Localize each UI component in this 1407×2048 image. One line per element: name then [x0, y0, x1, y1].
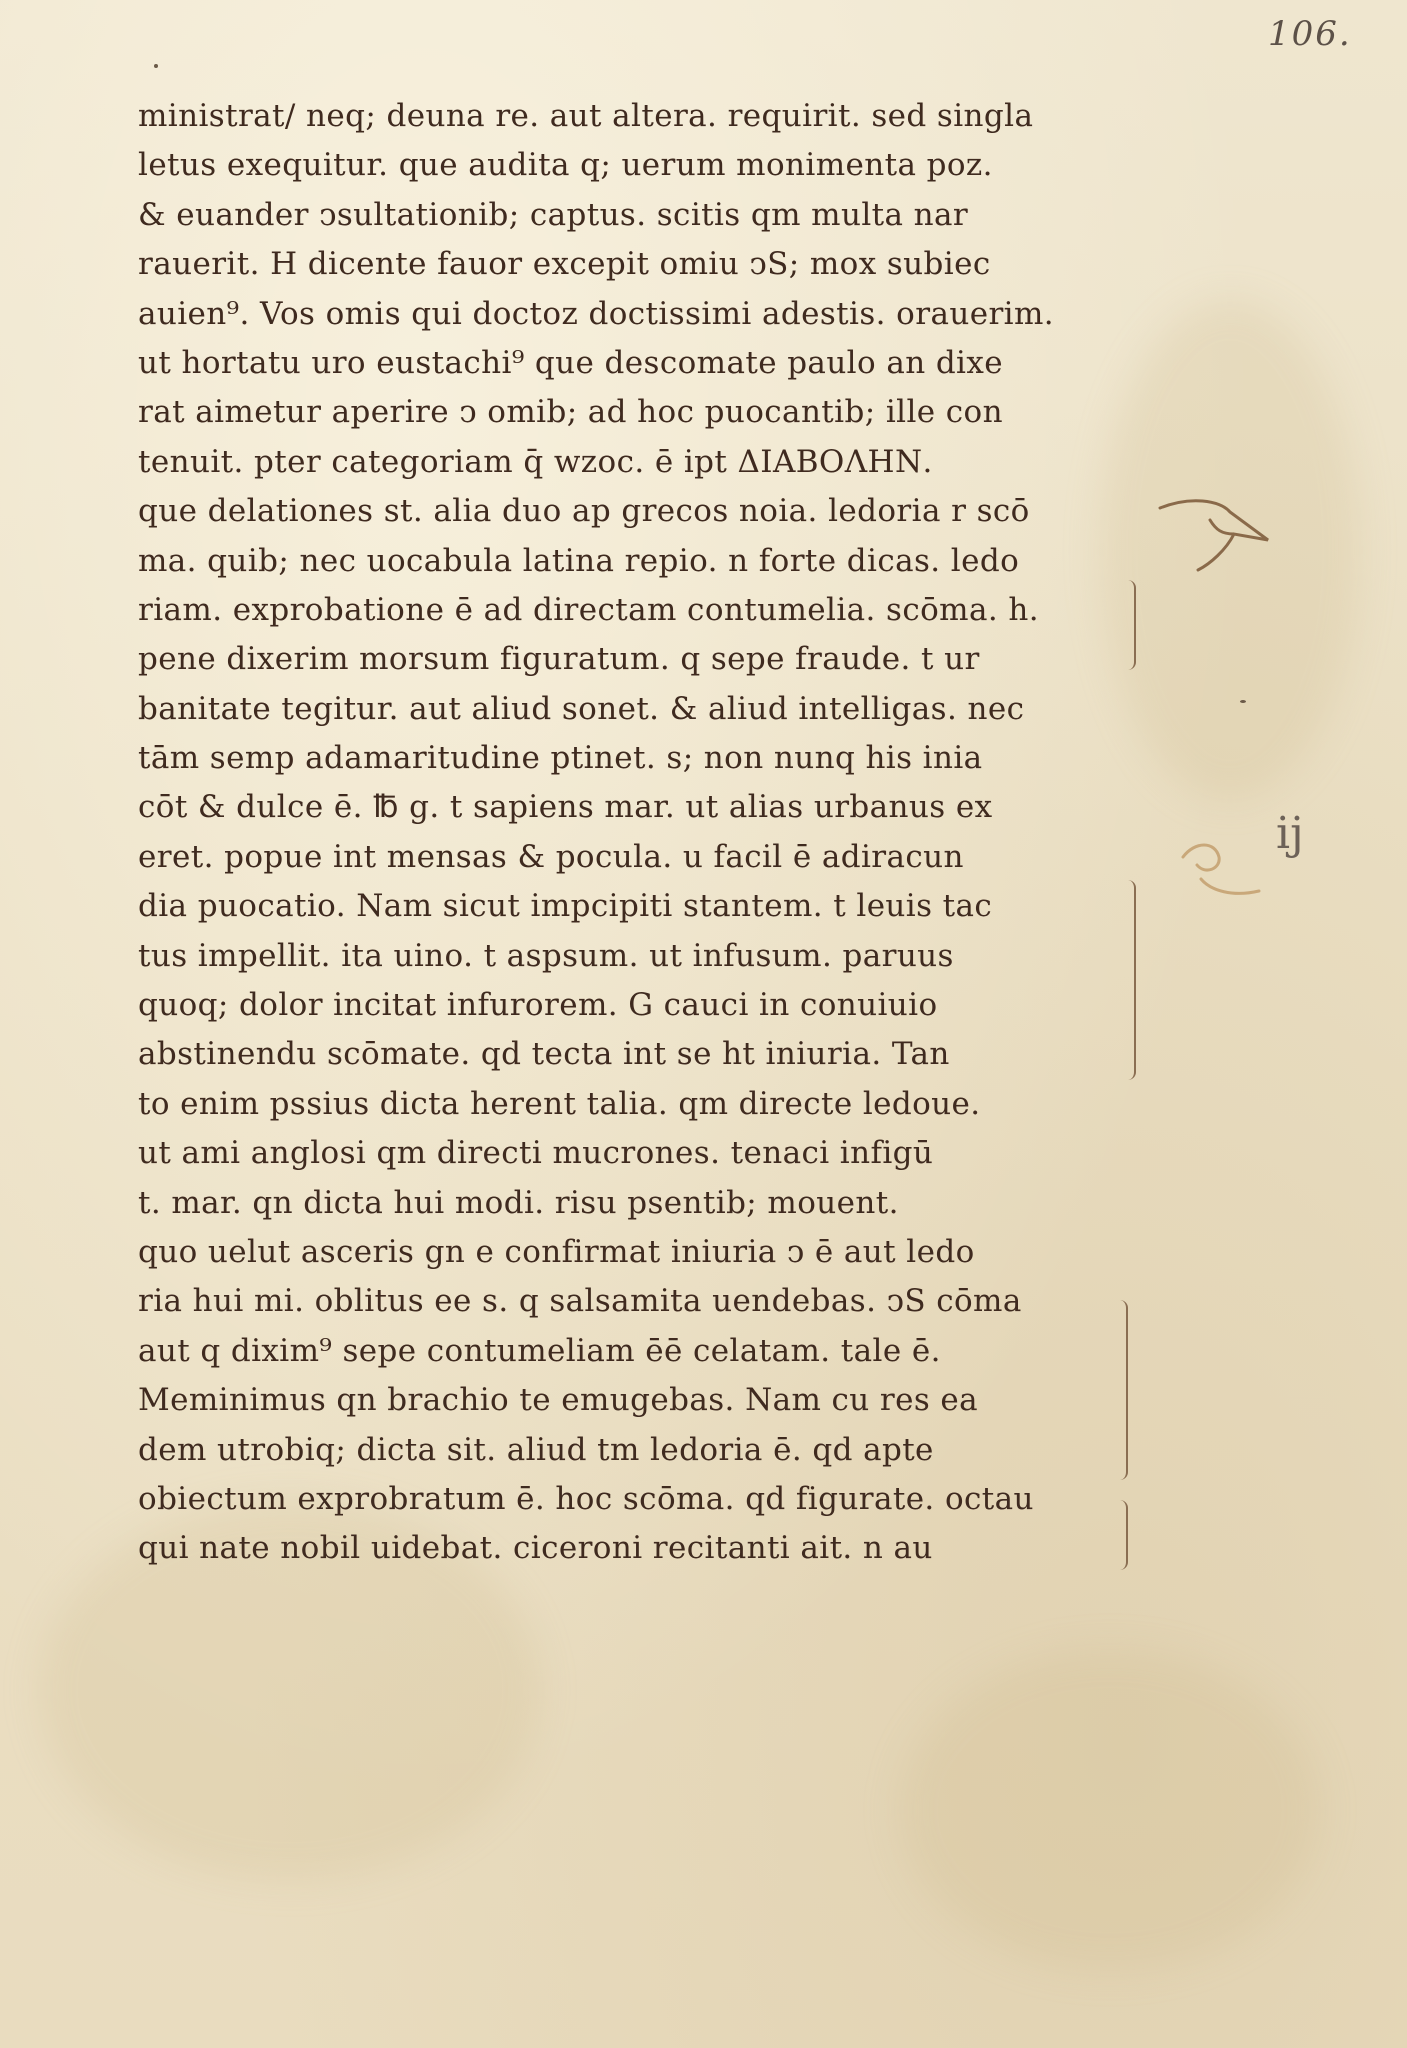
margin-bracket — [1124, 880, 1136, 1080]
text-line: qui nate nobil uidebat. ciceroni recitanti ait. n au — [138, 1530, 933, 1567]
text-line: tenuit. pter categoriam q̄ wzoc. ē ipt ΔΙΑΒΟΛΗΝ. — [138, 443, 933, 480]
text-line: ut hortatu uro eustachi⁹ que descomate paulo an dixe — [138, 344, 1004, 381]
pricking-mark — [1240, 700, 1246, 703]
manuscript-text — [138, 92, 1158, 1574]
text-line: letus exequitur. que audita q; uerum monimenta poz. — [138, 147, 993, 184]
text-line: ministrat/ neq; deuna re. aut altera. requirit. sed singla — [138, 98, 1034, 134]
margin-bracket — [1116, 1300, 1128, 1480]
text-line: tām semp adamaritudine ptinet. s; non nunq his inia — [138, 740, 983, 777]
text-line: t. mar. qn dicta hui modi. risu psentib; mouent. — [138, 1184, 899, 1221]
text-line: tus impellit. ita uino. t aspsum. ut infusum. paruus — [138, 937, 954, 974]
text-line: ma. quib; nec uocabula latina repio. n forte dicas. ledo — [138, 542, 1020, 579]
text-line: obiectum exprobratum ē. hoc scōma. qd figurate. octau — [138, 1480, 1034, 1517]
margin-bracket — [1124, 580, 1136, 670]
text-line: que delationes st. alia duo ap grecos noia. ledoria r scō — [138, 493, 1030, 530]
text-line: cōt & dulce ē. ℔ g. t sapiens mar. ut alias urbanus ex — [138, 789, 993, 826]
text-line: quo uelut asceris gn e confirmat iniuria ↄ ē aut ledo — [138, 1233, 975, 1270]
text-line: Meminimus qn brachio te emugebas. Nam cu res ea — [138, 1382, 979, 1419]
margin-bracket — [1116, 1500, 1128, 1570]
hand-pointer-drawing — [1150, 490, 1280, 590]
text-line: ut ami anglosi qm directi mucrones. tenaci infigū — [138, 1135, 934, 1172]
text-line: banitate tegitur. aut aliud sonet. & aliud intelligas. nec — [138, 690, 1025, 727]
text-line: to enim pssius dicta herent talia. qm directe ledoue. — [138, 1085, 981, 1122]
text-line: riam. exprobatione ē ad directam contumelia. scōma. h. — [138, 591, 1039, 628]
text-line: quoq; dolor incitat infurorem. G cauci in conuiuio — [138, 987, 938, 1024]
text-line: dia puocatio. Nam sicut impcipiti stantem. t leuis tac — [138, 888, 993, 925]
text-line: ria hui mi. oblitus ee s. q salsamita uendebas. ↄS cōma — [138, 1283, 1022, 1320]
text-line: auien⁹. Vos omis qui doctoz doctissimi adestis. orauerim. — [138, 295, 1055, 332]
text-line: pene dixerim morsum figuratum. q sepe fraude. t ur — [138, 641, 980, 678]
margin-numeral: ij — [1276, 808, 1304, 859]
text-line: & euander ↄsultationib; captus. scitis qm multa nar — [138, 196, 969, 233]
marginal-sketch — [1175, 835, 1265, 905]
pricking-mark — [154, 64, 158, 68]
text-line: eret. popue int mensas & pocula. u facil ē adiracun — [138, 838, 964, 875]
text-line: rauerit. H dicente fauor excepit omiu ↄS; mox subiec — [138, 246, 991, 283]
folio-number: 106. — [1268, 14, 1352, 54]
text-line: aut q dixim⁹ sepe contumeliam ēē celatam. tale ē. — [138, 1332, 941, 1369]
parchment-stain — [900, 1650, 1320, 1970]
text-line: abstinendu scōmate. qd tecta int se ht iniuria. Tan — [138, 1036, 950, 1073]
text-line: rat aimetur aperire ↄ omib; ad hoc puocantib; ille con — [138, 394, 1003, 431]
text-line: dem utrobiq; dicta sit. aliud tm ledoria ē. qd apte — [138, 1431, 934, 1468]
